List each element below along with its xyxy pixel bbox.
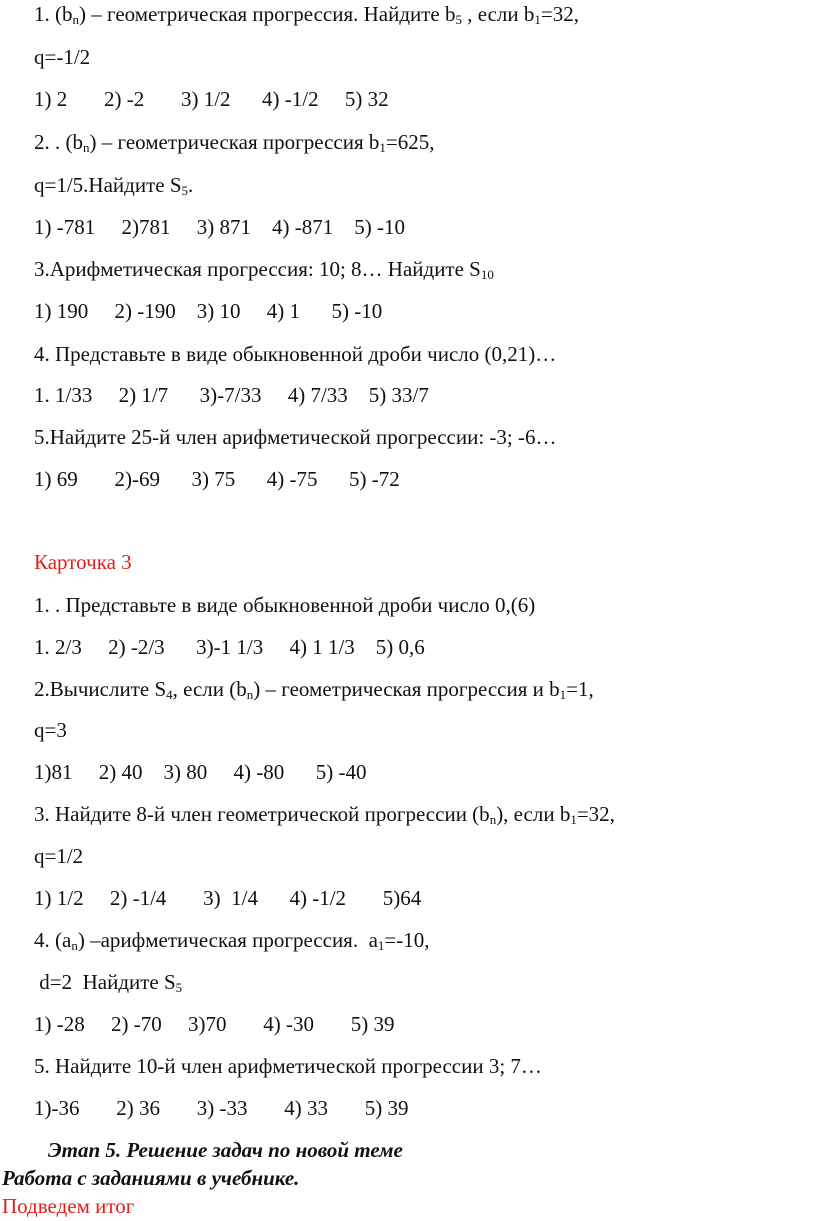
card3-question-2-cont: q=3: [34, 718, 67, 742]
card3-question-5: 5. Найдите 10-й член арифметической прогрессии 3; 7…: [34, 1054, 542, 1078]
card3-answers-1: 1. 2/3 2) -2/3 3)-1 1/3 4) 1 1/3 5) 0,6: [34, 635, 425, 659]
card2-answers-4: 1. 1/33 2) 1/7 3)-7/33 4) 7/33 5) 33/7: [34, 383, 429, 407]
card2-answers-3: 1) 190 2) -190 3) 10 4) 1 5) -10: [34, 299, 383, 323]
card3-question-1: 1. . Представьте в виде обыкновенной дроби число 0,(6): [34, 593, 536, 617]
card3-answers-5: 1)-36 2) 36 3) -33 4) 33 5) 39: [34, 1096, 409, 1120]
card2-answers-5: 1) 69 2)-69 3) 75 4) -75 5) -72: [34, 467, 400, 491]
card2-question-4: 4. Представьте в виде обыкновенной дроби число (0,21)…: [34, 342, 557, 366]
card3-question-3: 3. Найдите 8-й член геометрической прогрессии $(b_n)$, если $b_1=32$,: [34, 802, 615, 827]
textbook-work-heading: Работа с заданиями в учебнике.: [2, 1166, 300, 1190]
card3-question-3-cont: q=1/2: [34, 844, 84, 868]
card2-answers-1: 1) 2 2) -2 3) 1/2 4) -1/2 5) 32: [34, 87, 389, 111]
card2-question-1: 1. $(b_n)$ – геометрическая прогрессия. Найдите $b_5$ , если $b_1=32$,: [34, 2, 579, 27]
card2-question-2-cont: q=1/5.Найдите $S_5$.: [34, 173, 194, 198]
card3-title: Карточка 3: [34, 550, 132, 574]
card2-question-5: 5.Найдите 25-й член арифметической прогрессии: -3; -6…: [34, 425, 557, 449]
card3-answers-3: 1) 1/2 2) -1/4 3) 1/4 4) -1/2 5)64: [34, 886, 422, 910]
card2-answers-2: 1) -781 2)781 3) 871 4) -871 5) -10: [34, 215, 405, 239]
card2-question-2: 2. . $(b_n)$ – геометрическая прогрессия $b_1=625$,: [34, 130, 435, 155]
card2-question-1-cont: q=-1/2: [34, 45, 91, 69]
summary-heading: Подведем итог: [2, 1194, 135, 1218]
card3-question-2: 2.Вычислите $S_4$, если $(b_n)$ – геометрическая прогрессия и $b_1=1$,: [34, 677, 594, 702]
stage-heading: Этап 5. Решение задач по новой теме: [48, 1138, 403, 1162]
card3-answers-4: 1) -28 2) -70 3)70 4) -30 5) 39: [34, 1012, 395, 1036]
card3-answers-2: 1)81 2) 40 3) 80 4) -80 5) -40: [34, 760, 367, 784]
card2-question-3: 3.Арифметическая прогрессия: 10; 8… Найдите $S_{10}$: [34, 257, 494, 282]
card3-question-4-cont: d=2 Найдите $S_5$: [34, 970, 183, 995]
card3-question-4: 4. $(a_n)$ –арифметическая прогрессия. $a_1=-10$,: [34, 928, 430, 953]
